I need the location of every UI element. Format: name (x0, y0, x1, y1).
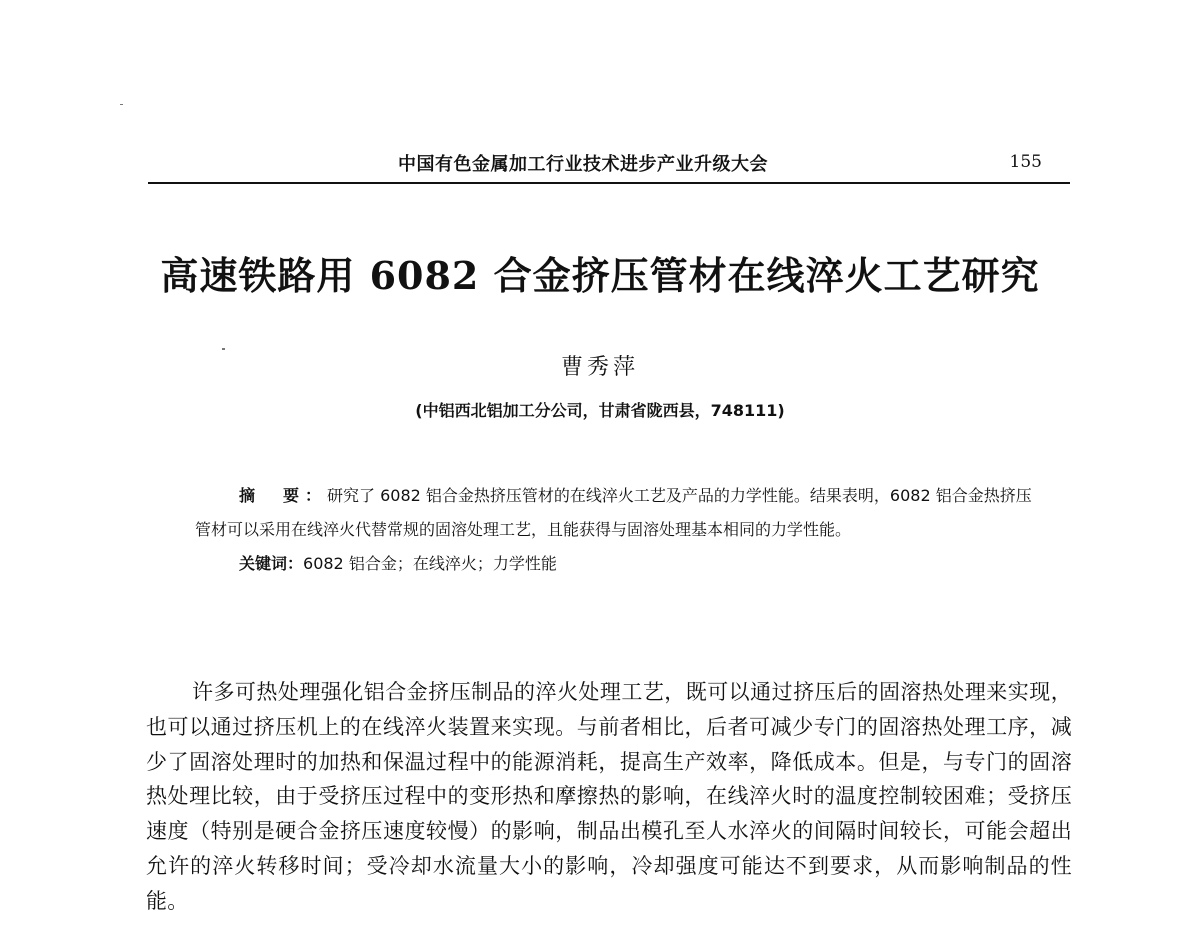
keywords-label: 关键词： (239, 554, 304, 573)
scan-speck (120, 104, 123, 105)
author-affiliation: (中铝西北铝加工分公司，甘肃省陇西县，748111) (415, 401, 785, 420)
keywords-text: 6082 铝合金；在线淬火；力学性能 (303, 554, 557, 573)
paper-title: 高速铁路用 6082 合金挤压管材在线淬火工艺研究 (160, 253, 1040, 298)
conference-title: 中国有色金属加工行业技术进步产业升级大会 (398, 154, 768, 175)
body-paragraph: 许多可热处理强化铝合金挤压制品的淬火处理工艺，既可以通过挤压后的固溶热处理来实现，也可以通过挤压机上的在线淬火装置来实现。与前者相比，后者可减少专门的固溶热处理工序，减少了固溶处理时的加热和保温过程中的能源消耗，提高生产效率，降低成本。但是，与专门的固溶热处理比较，由于受挤压过程中的变形热和摩擦热的影响，在线淬火时的温度控制较困难；受挤压速度（特别是硬合金挤压速度较慢）的影响，制品出模孔至人水淬火的间隔时间较长，可能会超出允许的淬火转移时间；受冷却水流量大小的影响，冷却强度可能达不到要求，从而影响制品的性能。 (146, 680, 1072, 913)
abstract-label: 摘 要： (239, 486, 328, 505)
running-header (148, 150, 1070, 182)
abstract-section (195, 479, 1037, 581)
header-rule (148, 182, 1070, 184)
scan-speck (222, 348, 225, 350)
abstract-text: 研究了 6082 铝合金热挤压管材的在线淬火工艺及产品的力学性能。结果表明，6082 铝合金热挤压管材可以采用在线淬火代替常规的固溶处理工艺，且能获得与固溶处理基本相同的力学性能。 (195, 486, 1032, 539)
author-name: 曹秀萍 (560, 355, 639, 380)
page-number: 155 (1009, 152, 1042, 172)
abstract-paragraph (195, 479, 1037, 547)
keywords-paragraph (195, 547, 1037, 581)
body-text (146, 675, 1072, 919)
